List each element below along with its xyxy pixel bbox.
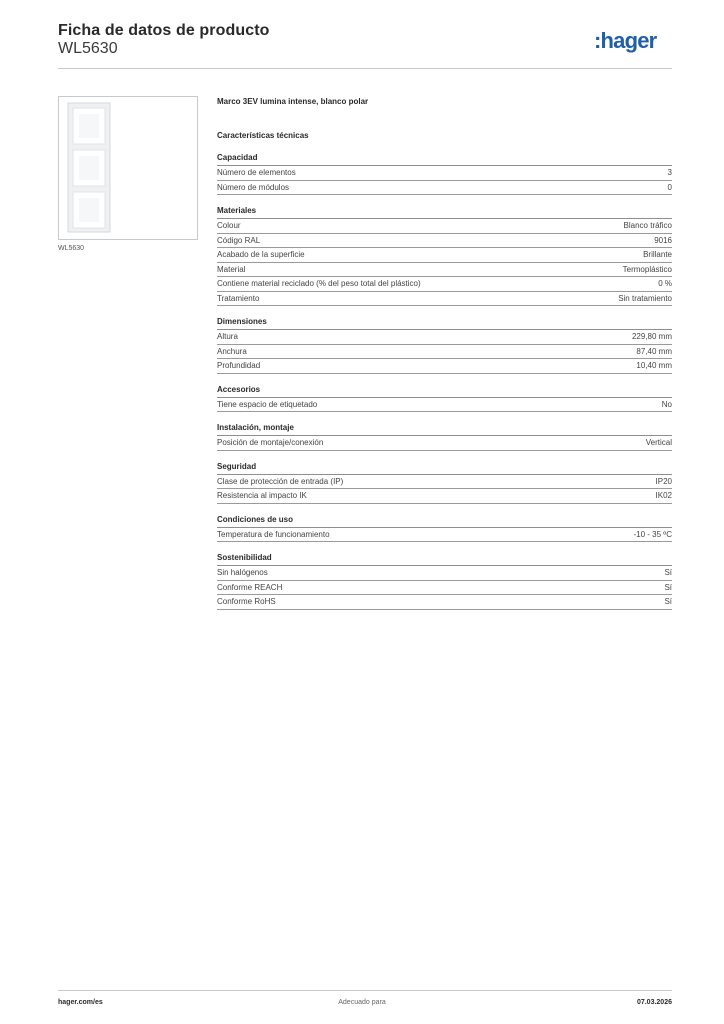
footer-suitable-for: Adecuado para <box>338 999 386 1006</box>
content-column <box>217 96 672 620</box>
spec-value: 87,40 mm <box>636 346 672 356</box>
spec-section-title: Condiciones de uso <box>217 514 672 528</box>
spec-value: Vertical <box>645 438 672 448</box>
spec-row <box>217 528 672 543</box>
spec-value: 229,80 mm <box>631 332 672 342</box>
spec-value: Blanco tráfico <box>623 221 672 231</box>
hager-logo: :hager <box>594 28 657 53</box>
spec-row <box>217 248 672 263</box>
spec-section-title: Instalación, montaje <box>217 422 672 436</box>
spec-row <box>217 292 672 307</box>
footer-divider <box>58 990 672 991</box>
spec-section-title: Seguridad <box>217 461 672 475</box>
spec-label: Contiene material reciclado (% del peso total del plástico) <box>217 279 421 289</box>
technical-features-heading: Características técnicas <box>217 131 309 140</box>
footer-date: 07.03.2026 <box>636 999 672 1006</box>
spec-value: IK02 <box>655 491 672 501</box>
spec-value: 3 <box>667 168 672 178</box>
spec-value: Sí <box>664 568 672 578</box>
spec-section-title: Sostenibilidad <box>217 552 672 566</box>
spec-label: Clase de protección de entrada (IP) <box>217 476 344 486</box>
spec-row <box>217 581 672 596</box>
spec-row <box>217 359 672 374</box>
spec-row <box>217 277 672 292</box>
spec-row <box>217 345 672 360</box>
spec-label: Sin halógenos <box>217 568 268 578</box>
page-title: Ficha de datos de producto <box>58 22 270 39</box>
frame-illustration <box>59 97 197 239</box>
spec-row <box>217 234 672 249</box>
spec-row <box>217 330 672 345</box>
spec-section-title: Materiales <box>217 205 672 219</box>
spec-value: Brillante <box>643 250 672 260</box>
spec-section <box>217 316 672 374</box>
spec-label: Temperatura de funcionamiento <box>217 529 330 539</box>
spec-label: Tiene espacio de etiquetado <box>217 399 318 409</box>
spec-label: Conforme REACH <box>217 582 283 592</box>
spec-section <box>217 152 672 195</box>
spec-section <box>217 552 672 610</box>
spec-value: 10,40 mm <box>636 361 672 371</box>
spec-value: Termoplástico <box>622 264 672 274</box>
spec-label: Tratamiento <box>217 293 260 303</box>
spec-value: 0 <box>667 182 672 192</box>
spec-label: Posición de montaje/conexión <box>217 438 324 448</box>
spec-row <box>217 398 672 413</box>
spec-section-title: Accesorios <box>217 384 672 398</box>
spec-row <box>217 436 672 451</box>
spec-value: No <box>661 399 672 409</box>
footer-website: hager.com/es <box>58 999 103 1006</box>
spec-label: Altura <box>217 332 238 342</box>
spec-value: Sí <box>664 597 672 607</box>
spec-label: Acabado de la superficie <box>217 250 305 260</box>
spec-value: Sin tratamiento <box>618 293 672 303</box>
spec-label: Código RAL <box>217 235 261 245</box>
spec-section <box>217 461 672 504</box>
product-code-subtitle: WL5630 <box>58 40 118 57</box>
spec-label: Material <box>217 264 246 274</box>
spec-value: 0 % <box>658 279 672 289</box>
spec-row <box>217 181 672 196</box>
spec-label: Profundidad <box>217 361 261 371</box>
header-divider <box>58 68 672 69</box>
spec-section <box>217 205 672 306</box>
product-image <box>58 96 198 240</box>
spec-label: Resistencia al impacto IK <box>217 491 307 501</box>
spec-label: Número de elementos <box>217 168 296 178</box>
spec-label: Conforme RoHS <box>217 597 276 607</box>
spec-row <box>217 263 672 278</box>
spec-section-title: Dimensiones <box>217 316 672 330</box>
spec-label: Colour <box>217 221 241 231</box>
spec-row <box>217 595 672 610</box>
spec-value: -10 - 35 ºC <box>633 529 672 539</box>
spec-value: Sí <box>664 582 672 592</box>
spec-row <box>217 489 672 504</box>
spec-section <box>217 422 672 451</box>
spec-label: Anchura <box>217 346 247 356</box>
spec-row <box>217 475 672 490</box>
spec-row <box>217 166 672 181</box>
spec-value: IP20 <box>655 476 672 486</box>
spec-section <box>217 514 672 543</box>
spec-sections <box>217 152 672 610</box>
product-name: Marco 3EV lumina intense, blanco polar <box>217 97 369 106</box>
spec-section <box>217 384 672 413</box>
spec-label: Número de módulos <box>217 182 290 192</box>
product-image-caption: WL5630 <box>58 245 85 252</box>
spec-row <box>217 566 672 581</box>
spec-value: 9016 <box>654 235 672 245</box>
spec-row <box>217 219 672 234</box>
spec-section-title: Capacidad <box>217 152 672 166</box>
